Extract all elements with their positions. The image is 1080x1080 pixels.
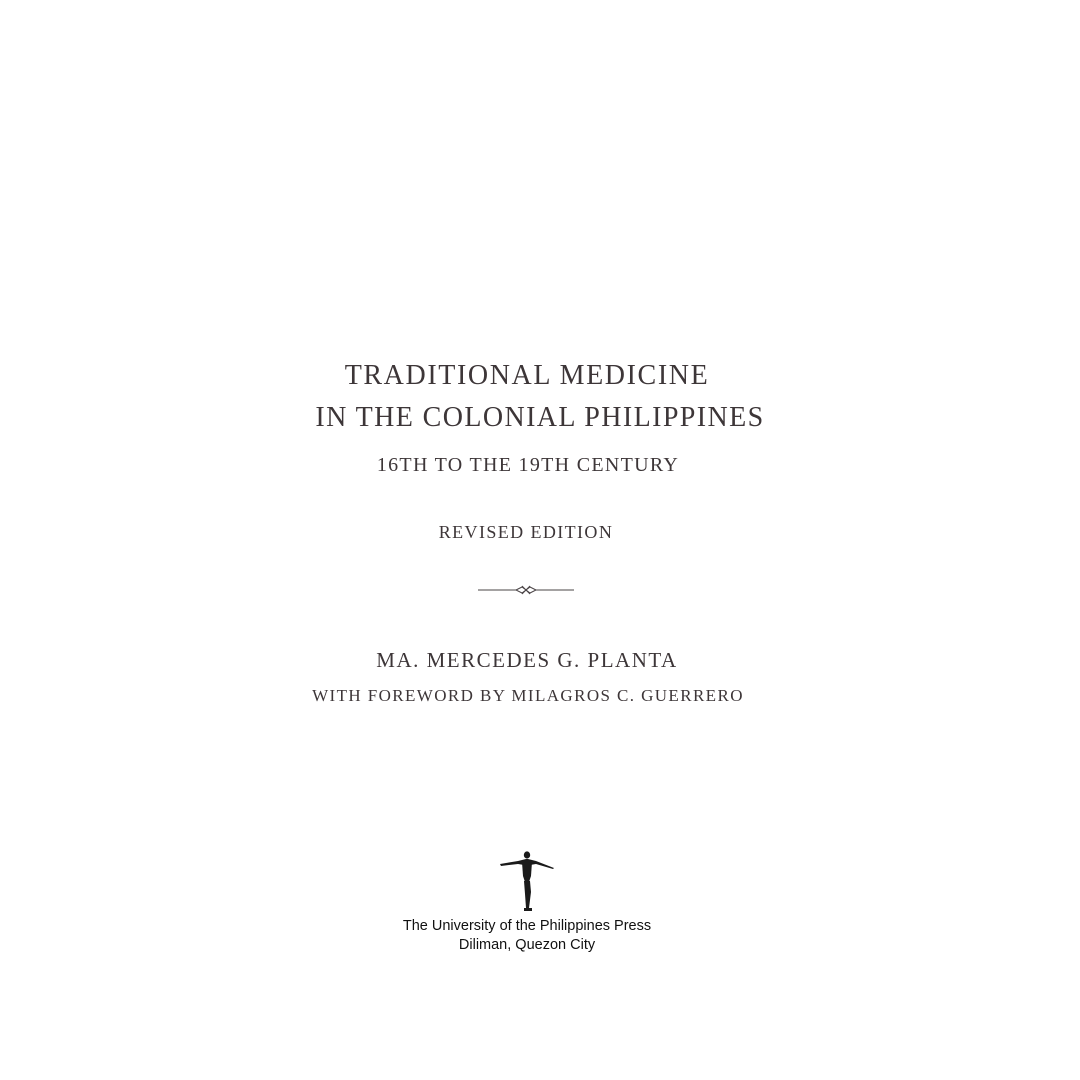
ornamental-rule-icon [478, 582, 574, 598]
publisher-name: The University of the Philippines Press [402, 918, 652, 934]
publisher-place: Diliman, Quezon City [458, 937, 596, 953]
edition-label: REVISED EDITION [438, 522, 614, 542]
author-name: MA. MERCEDES G. PLANTA [376, 648, 678, 672]
subtitle: 16TH TO THE 19TH CENTURY [376, 454, 680, 476]
title-line-2: IN THE COLONIAL PHILIPPINES [315, 402, 765, 433]
oblation-figure-icon [498, 846, 556, 912]
title-line-1: TRADITIONAL MEDICINE [344, 360, 710, 391]
foreword-credit: WITH FOREWORD BY MILAGROS C. GUERRERO [312, 686, 744, 705]
